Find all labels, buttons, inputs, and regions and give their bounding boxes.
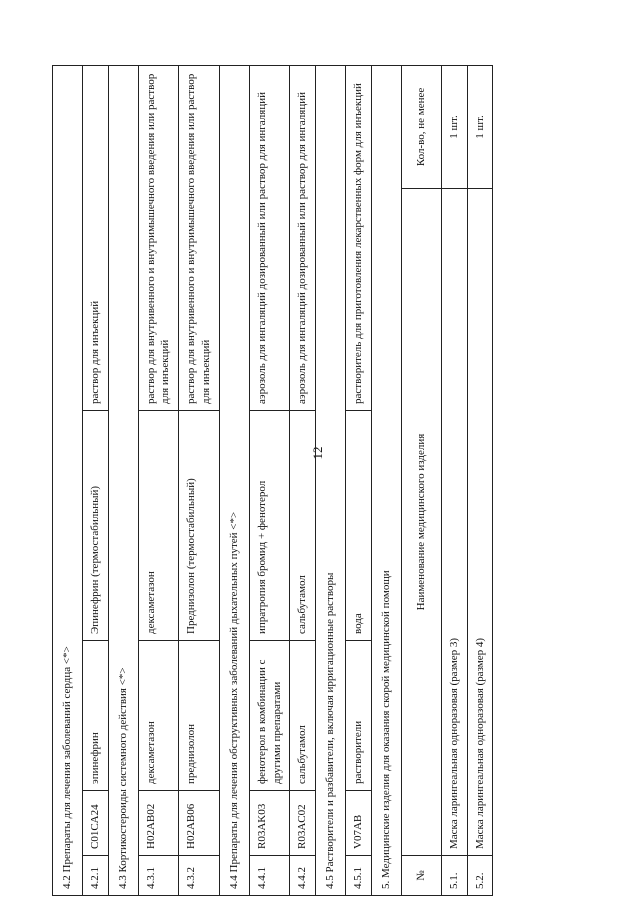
table-row: [249, 65, 290, 895]
device-name: Маска ларингеальная одноразовая (размер 3): [441, 189, 467, 856]
device-quantity: 1 шт.: [441, 65, 467, 188]
row-number: 4.4.1: [249, 856, 290, 896]
drug-group: сальбутамол: [290, 641, 316, 791]
section-title: 4.2 Препараты для лечения заболеваний сердца <*>: [53, 65, 83, 895]
atc-code: V07AB: [346, 791, 372, 856]
column-header-device-name: Наименование медицинского изделия: [401, 189, 441, 856]
section-title: 4.4 Препараты для лечения обструктивных заболеваний дыхательных путей <*>: [219, 65, 249, 895]
table-row: [346, 65, 372, 895]
page-number: 12: [310, 446, 325, 460]
drug-group: дексаметазон: [138, 641, 179, 791]
table-row: [82, 65, 108, 895]
device-quantity: 1 шт.: [467, 65, 493, 188]
row-number: 5.2.: [467, 856, 493, 896]
section-title: 4.3 Кортикостероиды системного действия <*>: [108, 65, 138, 895]
drug-group: преднизолон: [179, 641, 220, 791]
atc-code: C01CA24: [82, 791, 108, 856]
devices-header-row: [401, 65, 441, 895]
atc-code: R03AC02: [290, 791, 316, 856]
dosage-form: аэрозоль для ингаляций дозированный или раствор для ингаляций: [249, 65, 290, 410]
section-title: 5. Медицинские изделия для оказания скорой медицинской помощи: [371, 65, 401, 895]
column-header-quantity: Кол-во, не менее: [401, 65, 441, 188]
dosage-form: раствор для внутривенного и внутримышечного введения или раствор для инъекций: [138, 65, 179, 410]
column-header-number: №: [401, 856, 441, 896]
drug-group: фенотерол в комбинации с другими препаратами: [249, 641, 290, 791]
dosage-form: растворитель для приготовления лекарственных форм для инъекций: [346, 65, 372, 410]
section-row-4-5: [316, 65, 346, 895]
row-number: 4.3.1: [138, 856, 179, 896]
section-row-4-2: [53, 65, 83, 895]
table-row: [467, 65, 493, 895]
row-number: 4.5.1: [346, 856, 372, 896]
drug-substance: Эпинефрин (термостабильный): [82, 411, 108, 641]
drug-group: эпинефрин: [82, 641, 108, 791]
dosage-form: раствор для внутривенного и внутримышечного введения или раствор для инъекций: [179, 65, 220, 410]
row-number: 5.1.: [441, 856, 467, 896]
table-row: [179, 65, 220, 895]
section-title: 4.5 Растворители и разбавители, включая ирригационные растворы: [316, 65, 346, 895]
drug-and-device-table: [52, 65, 493, 896]
dosage-form: аэрозоль для ингаляций дозированный или раствор для ингаляций: [290, 65, 316, 410]
atc-code: R03AK03: [249, 791, 290, 856]
row-number: 4.4.2: [290, 856, 316, 896]
row-number: 4.2.1: [82, 856, 108, 896]
section-row-4-4: [219, 65, 249, 895]
section-row-4-3: [108, 65, 138, 895]
rotated-table-container: [52, 66, 578, 896]
table-row: [290, 65, 316, 895]
drug-substance: дексаметазон: [138, 411, 179, 641]
dosage-form: раствор для инъекций: [82, 65, 108, 410]
section-row-5: [371, 65, 401, 895]
device-name: Маска ларингеальная одноразовая (размер 4): [467, 189, 493, 856]
table-row: [138, 65, 179, 895]
table-row: [441, 65, 467, 895]
drug-substance: сальбутамол: [290, 411, 316, 641]
atc-code: H02AB06: [179, 791, 220, 856]
atc-code: H02AB02: [138, 791, 179, 856]
drug-substance: ипратропия бромид + фенотерол: [249, 411, 290, 641]
drug-substance: Преднизолон (термостабильный): [179, 411, 220, 641]
drug-substance: вода: [346, 411, 372, 641]
drug-group: растворители: [346, 641, 372, 791]
row-number: 4.3.2: [179, 856, 220, 896]
